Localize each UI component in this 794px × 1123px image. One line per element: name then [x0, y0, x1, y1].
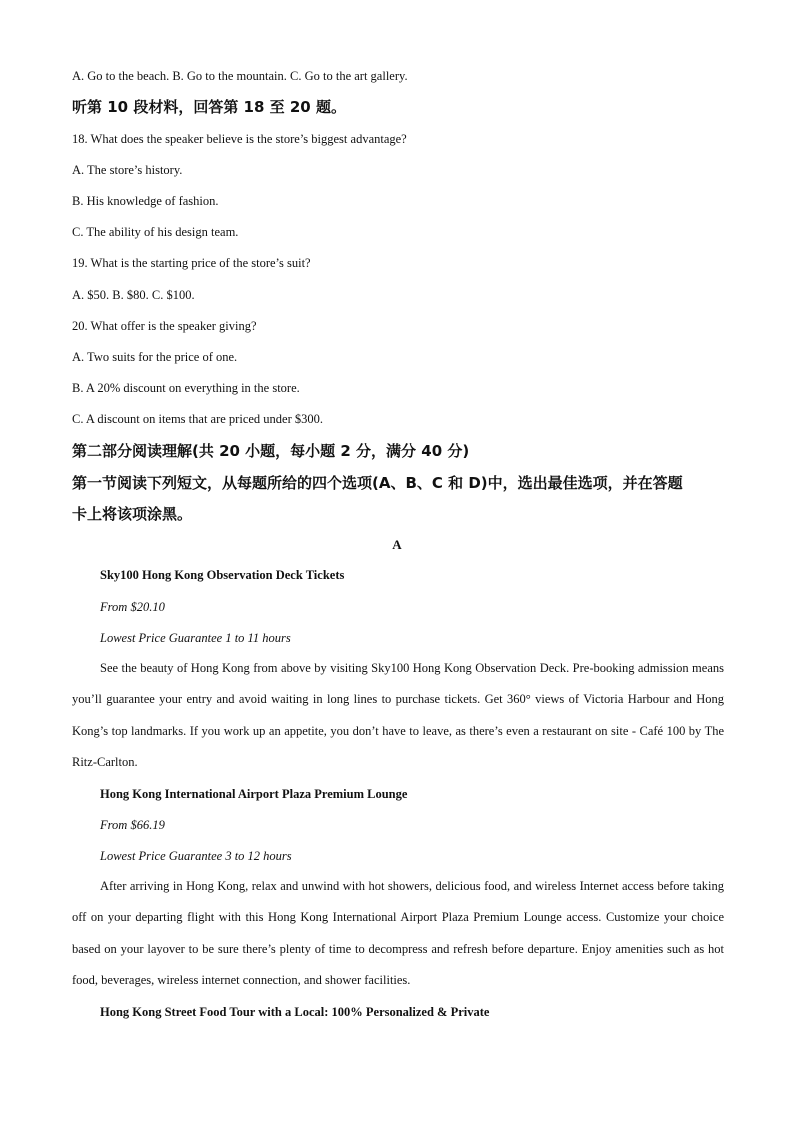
q18-question: 18. What does the speaker believe is the store’s biggest advantage?	[72, 132, 407, 146]
q18-option-c: C. The ability of his design team.	[72, 225, 239, 239]
instruction-line-2: 卡上将该项涂黑。	[72, 505, 193, 523]
item1-body: See the beauty of Hong Kong from above by visiting Sky100 Hong Kong Observation Deck. Pre-booking admission means you’ll guarantee your entry and avoid waiting in long lines to purchase tickets. Get 360° views of Victoria Harbour and Hong Kong’s top landmarks. If you work up an appetite, you don’t have to leave, as there’s even a restaurant on site - Café 100 by The Ritz-Carlton.	[72, 661, 724, 769]
text10-heading: 听第 10 段材料，回答第 18 至 20 题。	[72, 98, 346, 116]
part-two-title: 第二部分阅读理解(共 20 小题，每小题 2 分，满分 40 分)	[72, 442, 470, 460]
q20-option-c: C. A discount on items that are priced under $300.	[72, 412, 323, 426]
item2-guarantee: Lowest Price Guarantee 3 to 12 hours	[100, 849, 292, 863]
q19-options: A. $50. B. $80. C. $100.	[72, 288, 195, 302]
item2-title: Hong Kong International Airport Plaza Premium Lounge	[100, 787, 408, 801]
item2-body: After arriving in Hong Kong, relax and unwind with hot showers, delicious food, and wireless Internet access before taking off on your departing flight with this Hong Kong International Airport Plaza Premium Lounge access. Customize your choice based on your layover to be sure there’s plenty of time to decompress and refresh before departure. Enjoy amenities such as hot food, beverages, wireless internet connection, and shower facilities.	[72, 879, 724, 987]
item1-price: From $20.10	[100, 600, 165, 614]
q17-options: A. Go to the beach. B. Go to the mountain. C. Go to the art gallery.	[72, 69, 408, 83]
instruction-line-1: 第一节阅读下列短文，从每题所给的四个选项(A、B、C 和 D)中，选出最佳选项，并在答题	[72, 474, 683, 492]
q18-option-b: B. His knowledge of fashion.	[72, 194, 219, 208]
item1-guarantee: Lowest Price Guarantee 1 to 11 hours	[100, 631, 291, 645]
q19-question: 19. What is the starting price of the store’s suit?	[72, 256, 311, 270]
item2-price: From $66.19	[100, 818, 165, 832]
q20-question: 20. What offer is the speaker giving?	[72, 319, 257, 333]
passage-label: A	[392, 537, 402, 552]
item1-title: Sky100 Hong Kong Observation Deck Tickets	[100, 568, 345, 582]
item3-title: Hong Kong Street Food Tour with a Local: 100% Personalized & Private	[100, 1005, 490, 1019]
q20-option-b: B. A 20% discount on everything in the store.	[72, 381, 300, 395]
q18-option-a: A. The store’s history.	[72, 163, 183, 177]
q20-option-a: A. Two suits for the price of one.	[72, 350, 238, 364]
